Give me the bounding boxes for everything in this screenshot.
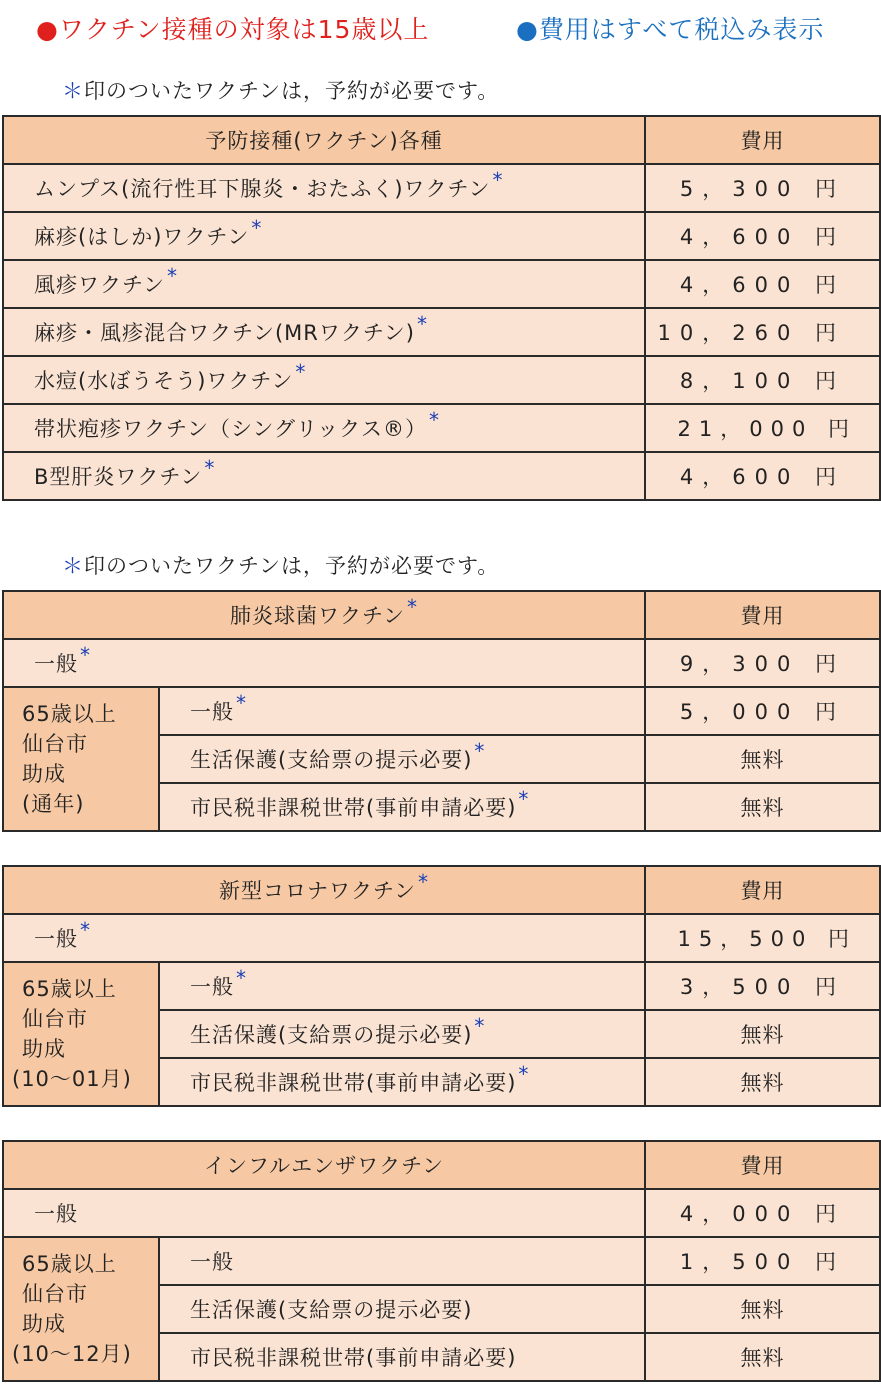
table-row xyxy=(3,914,880,962)
subsidy-cost: 無料 xyxy=(645,783,880,831)
general-cost: 15，500 円 xyxy=(645,914,880,962)
subsidy-cost: 無料 xyxy=(645,1058,880,1106)
table-row xyxy=(3,1189,880,1237)
general-label: 一般 xyxy=(3,1189,645,1237)
column-header-cost: 費用 xyxy=(645,866,880,914)
table-row xyxy=(3,1237,880,1285)
tax-notice: ●費用はすべて税込み表示 xyxy=(516,15,825,44)
pneumococcal-table xyxy=(2,590,881,832)
general-cost: 9，300 円 xyxy=(645,639,880,687)
table-row xyxy=(3,356,880,404)
vaccine-name: 麻疹(はしか)ワクチン * xyxy=(3,212,645,260)
column-header-cost: 費用 xyxy=(645,116,880,164)
covid-table xyxy=(2,865,881,1107)
asterisk-icon: * xyxy=(518,787,530,811)
subsidy-cost: 5，000 円 xyxy=(645,687,880,735)
vaccine-cost: 10，260 円 xyxy=(645,308,880,356)
asterisk-icon: * xyxy=(236,966,247,990)
subsidy-cost: 無料 xyxy=(645,1285,880,1333)
vaccine-name: 帯状疱疹ワクチン（シングリックス®） * xyxy=(3,404,645,452)
asterisk-icon: * xyxy=(417,870,429,894)
asterisk-icon: * xyxy=(295,360,307,384)
pneumococcal-title: 肺炎球菌ワクチン * xyxy=(3,591,645,639)
general-label: 一般 * xyxy=(3,639,645,687)
vaccine-name: ムンプス(流行性耳下腺炎・おたふく)ワクチン * xyxy=(3,164,645,212)
asterisk-icon: * xyxy=(204,456,216,480)
subsidy-cost: 3，500 円 xyxy=(645,962,880,1010)
covid-title: 新型コロナワクチン * xyxy=(3,866,645,914)
subsidy-cost: 無料 xyxy=(645,1010,880,1058)
table-row xyxy=(3,687,880,735)
subsidy-category: 生活保護(支給票の提示必要) * xyxy=(159,1010,645,1058)
reservation-note-text: 印のついたワクチンは，予約が必要です。 xyxy=(84,79,500,103)
vaccine-cost: 4，600 円 xyxy=(645,260,880,308)
subsidy-cost: 無料 xyxy=(645,1333,880,1381)
subsidy-category: 市民税非課税世帯(事前申請必要) xyxy=(159,1333,645,1381)
asterisk-icon: * xyxy=(166,264,178,288)
asterisk-icon: * xyxy=(80,643,91,667)
subsidy-category: 生活保護(支給票の提示必要) * xyxy=(159,735,645,783)
general-cost: 4，000 円 xyxy=(645,1189,880,1237)
subsidy-group-label: 65歳以上 仙台市 助成 (10～12月) xyxy=(3,1237,159,1381)
vaccine-cost: 5，300 円 xyxy=(645,164,880,212)
table-header-row xyxy=(3,1141,880,1189)
asterisk-icon: * xyxy=(428,408,440,432)
asterisk-icon: * xyxy=(474,739,486,763)
vaccine-name: 風疹ワクチン * xyxy=(3,260,645,308)
table-header-row xyxy=(3,591,880,639)
asterisk-icon: * xyxy=(492,168,504,192)
subsidy-group-label: 65歳以上 仙台市 助成 (10～01月) xyxy=(3,962,159,1106)
vaccine-price-table xyxy=(2,115,881,501)
vaccine-cost: 4，600 円 xyxy=(645,452,880,500)
table-row xyxy=(3,639,880,687)
reservation-note-text: 印のついたワクチンは，予約が必要です。 xyxy=(84,554,500,578)
vaccine-cost: 4，600 円 xyxy=(645,212,880,260)
subsidy-category: 一般 * xyxy=(159,687,645,735)
asterisk-icon: * xyxy=(80,918,91,942)
subsidy-category: 市民税非課税世帯(事前申請必要) * xyxy=(159,1058,645,1106)
subsidy-category: 生活保護(支給票の提示必要) xyxy=(159,1285,645,1333)
influenza-title: インフルエンザワクチン xyxy=(3,1141,645,1189)
column-header-vaccine: 予防接種(ワクチン)各種 xyxy=(3,116,645,164)
vaccine-cost: 21，000 円 xyxy=(645,404,880,452)
subsidy-category: 一般 xyxy=(159,1237,645,1285)
reservation-note xyxy=(62,551,499,581)
vaccine-name: 麻疹・風疹混合ワクチン(MRワクチン) * xyxy=(3,308,645,356)
asterisk-icon: ＊ xyxy=(62,554,84,578)
vaccine-cost: 8，100 円 xyxy=(645,356,880,404)
eligibility-notice: ●ワクチン接種の対象は15歳以上 xyxy=(36,15,430,44)
asterisk-icon: * xyxy=(474,1014,486,1038)
subsidy-group-label: 65歳以上 仙台市 助成 (通年) xyxy=(3,687,159,831)
table-row xyxy=(3,962,880,1010)
reservation-note xyxy=(62,76,499,106)
table-row xyxy=(3,212,880,260)
column-header-cost: 費用 xyxy=(645,1141,880,1189)
general-label: 一般 * xyxy=(3,914,645,962)
page-header xyxy=(0,0,881,62)
subsidy-cost: 無料 xyxy=(645,735,880,783)
asterisk-icon: * xyxy=(236,691,247,715)
table-row xyxy=(3,452,880,500)
table-row xyxy=(3,308,880,356)
table-header-row xyxy=(3,116,880,164)
vaccine-name: 水痘(水ぼうそう)ワクチン * xyxy=(3,356,645,404)
asterisk-icon: * xyxy=(518,1062,530,1086)
asterisk-icon: * xyxy=(406,595,418,619)
table-row xyxy=(3,164,880,212)
table-header-row xyxy=(3,866,880,914)
asterisk-icon: ＊ xyxy=(62,79,84,103)
column-header-cost: 費用 xyxy=(645,591,880,639)
asterisk-icon: * xyxy=(417,312,428,336)
subsidy-cost: 1，500 円 xyxy=(645,1237,880,1285)
vaccine-name: B型肝炎ワクチン * xyxy=(3,452,645,500)
asterisk-icon: * xyxy=(251,216,263,240)
influenza-table xyxy=(2,1140,881,1382)
table-row xyxy=(3,404,880,452)
table-row xyxy=(3,260,880,308)
subsidy-category: 一般 * xyxy=(159,962,645,1010)
subsidy-category: 市民税非課税世帯(事前申請必要) * xyxy=(159,783,645,831)
